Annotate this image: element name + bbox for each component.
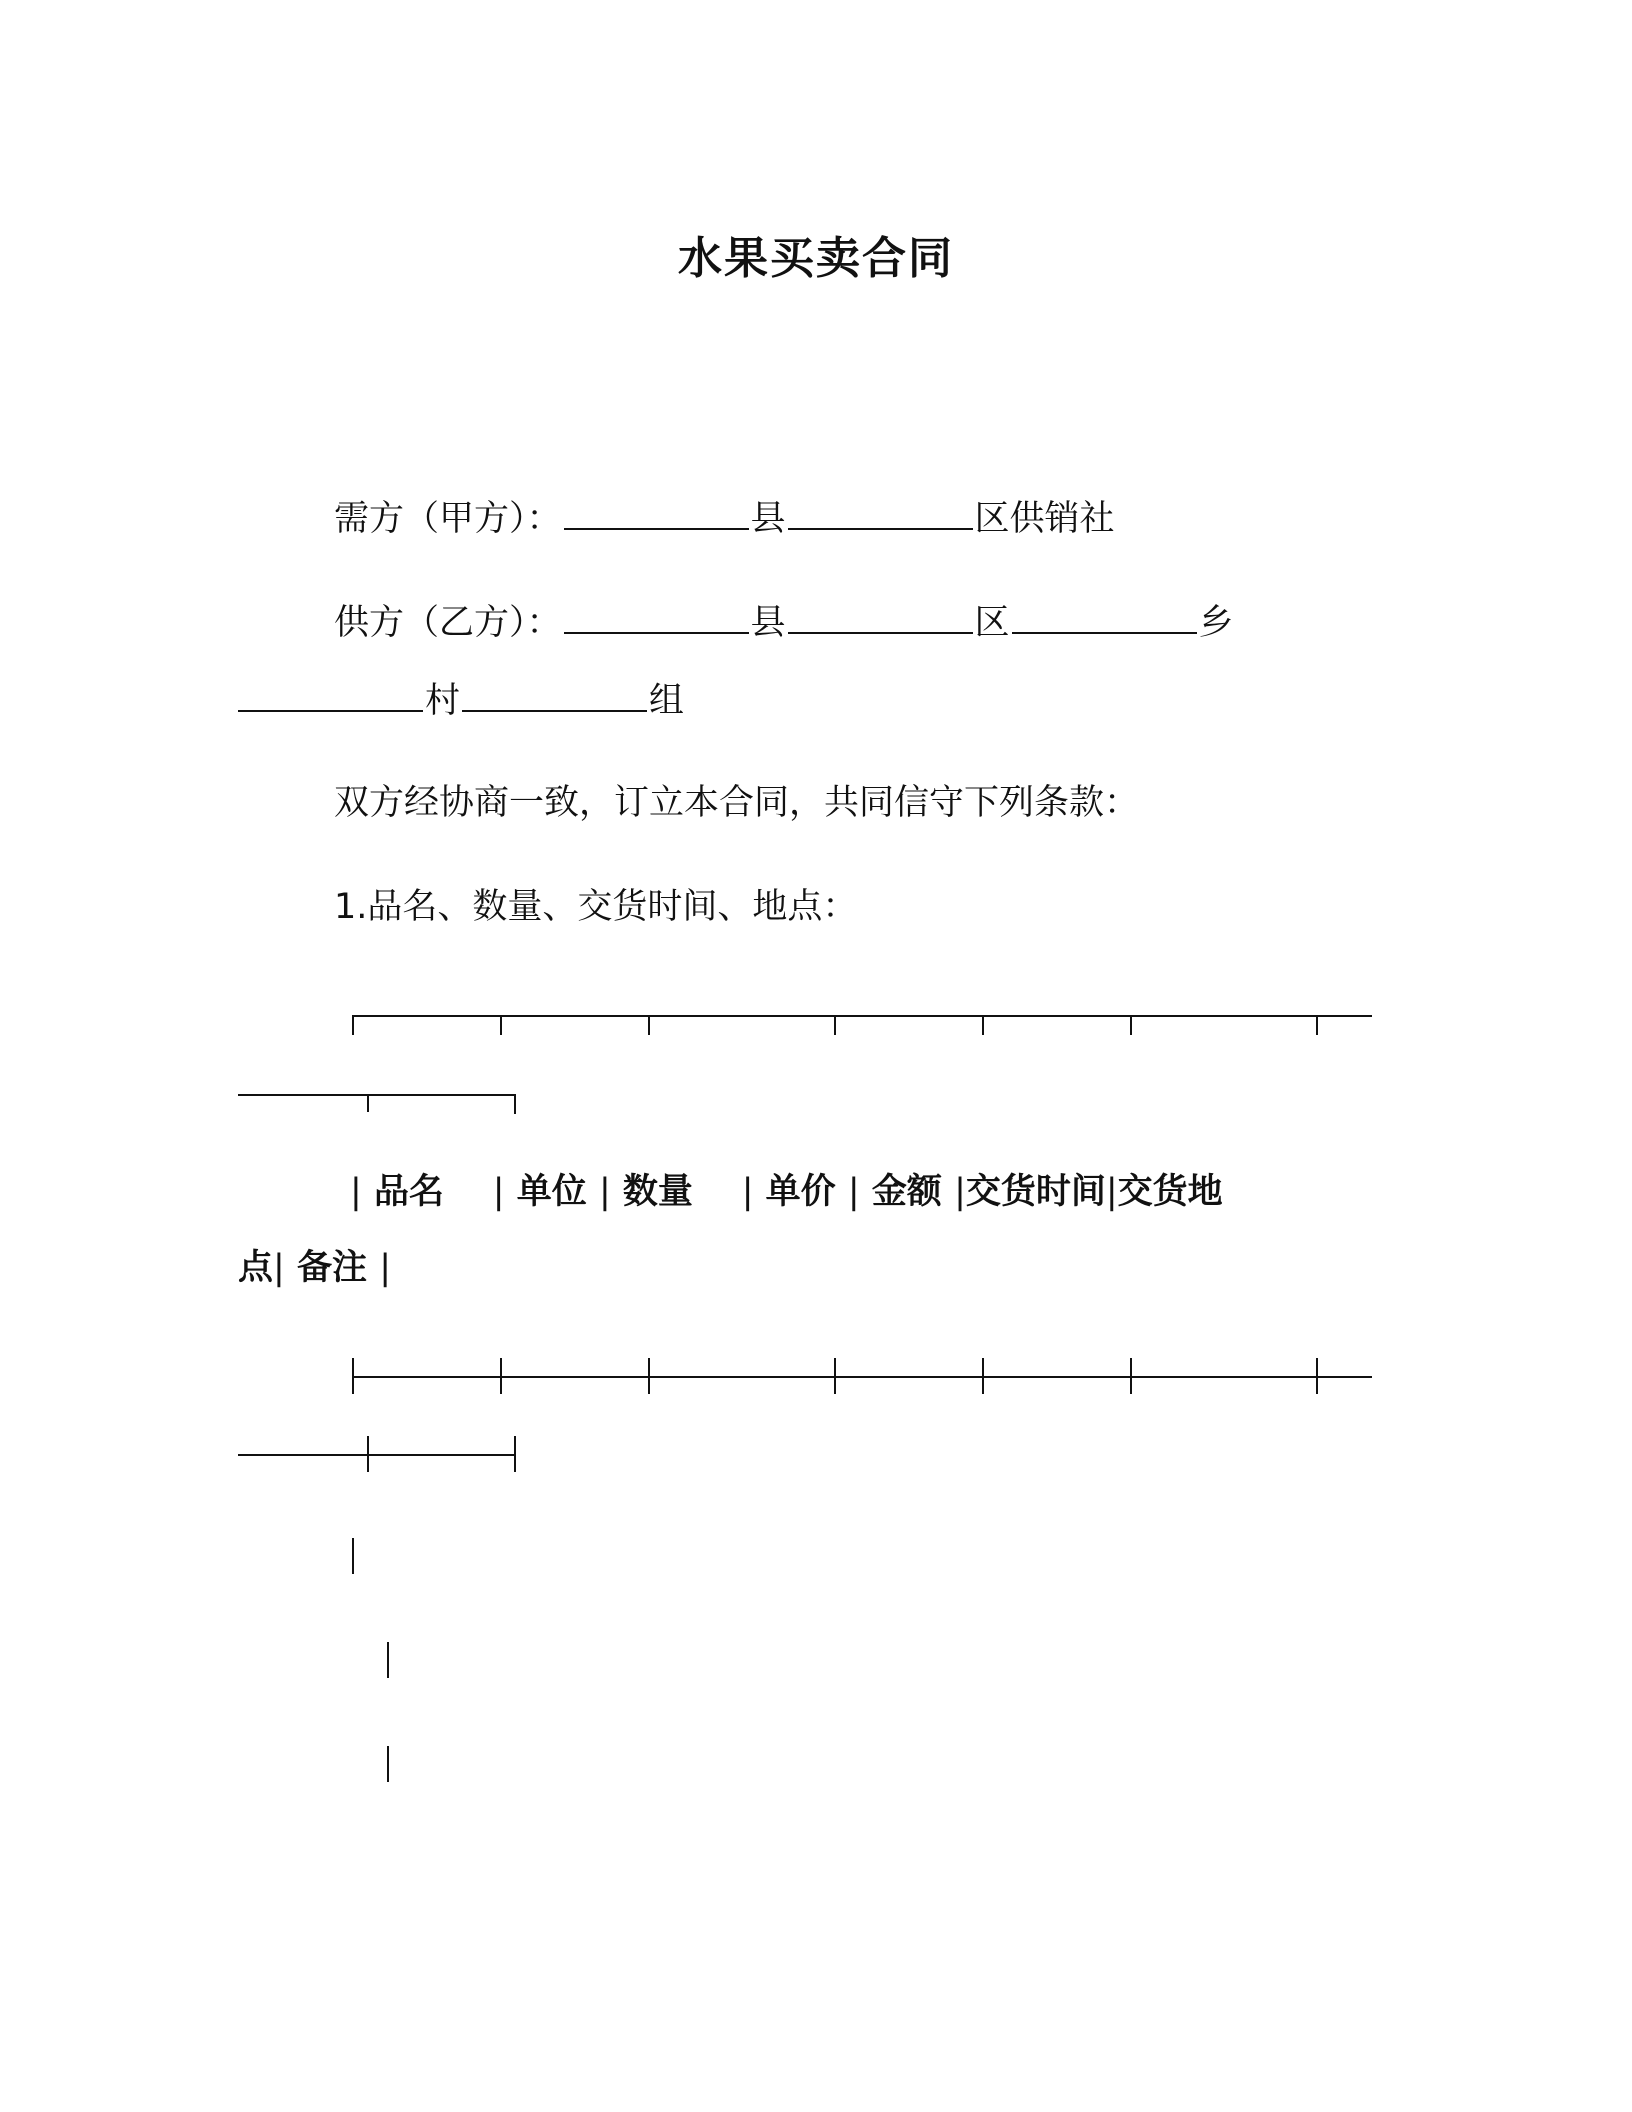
table-row-marker — [387, 1642, 389, 1678]
blank-field[interactable] — [564, 602, 749, 634]
blank-field[interactable] — [788, 602, 973, 634]
clause-1-heading: 1.品名、数量、交货时间、地点： — [334, 887, 858, 927]
header-cell-price: 单价 — [765, 1172, 836, 1212]
party-b-county: 县 — [750, 603, 786, 643]
party-a-county: 县 — [750, 499, 786, 539]
blank-field[interactable] — [238, 680, 423, 712]
blank-field[interactable] — [462, 680, 647, 712]
party-a-line — [334, 497, 1115, 541]
blank-field[interactable] — [1012, 602, 1197, 634]
header-cell-unit: 单位 — [516, 1172, 587, 1212]
party-b-group: 组 — [649, 681, 685, 721]
party-b-township: 乡 — [1198, 603, 1234, 643]
header-cell-name: 品名 — [373, 1172, 444, 1212]
header-cell-delivery-place-cont: 点 — [238, 1248, 274, 1288]
header-cell-delivery-place: 交货地 — [1117, 1172, 1223, 1212]
header-cell-amount: 金额 — [871, 1172, 942, 1212]
table-row-marker — [352, 1538, 354, 1574]
header-cell-remarks: 备注 — [297, 1248, 368, 1288]
table-header-row: | 品名 | 单位 | 数量 | 单价 | 金额 |交货时间|交货地 — [350, 1172, 1223, 1212]
blank-field[interactable] — [788, 498, 973, 530]
party-b-line-2 — [238, 679, 684, 723]
intro-text: 双方经协商一致，订立本合同，共同信守下列条款： — [334, 783, 1140, 823]
header-cell-delivery-time: 交货时间 — [965, 1172, 1106, 1212]
blank-field[interactable] — [564, 498, 749, 530]
header-cell-quantity: 数量 — [622, 1172, 693, 1212]
party-b-district: 区 — [974, 603, 1010, 643]
party-b-label: 供方（乙方）： — [334, 603, 562, 643]
party-b-village: 村 — [425, 681, 461, 721]
table-header-row-2: 点| 备注 | — [238, 1248, 391, 1288]
document-title: 水果买卖合同 — [678, 233, 954, 284]
party-b-line — [334, 601, 1234, 645]
party-a-label: 需方（甲方）： — [334, 499, 562, 539]
table-row-marker — [387, 1746, 389, 1782]
party-a-district: 区供销社 — [974, 499, 1115, 539]
